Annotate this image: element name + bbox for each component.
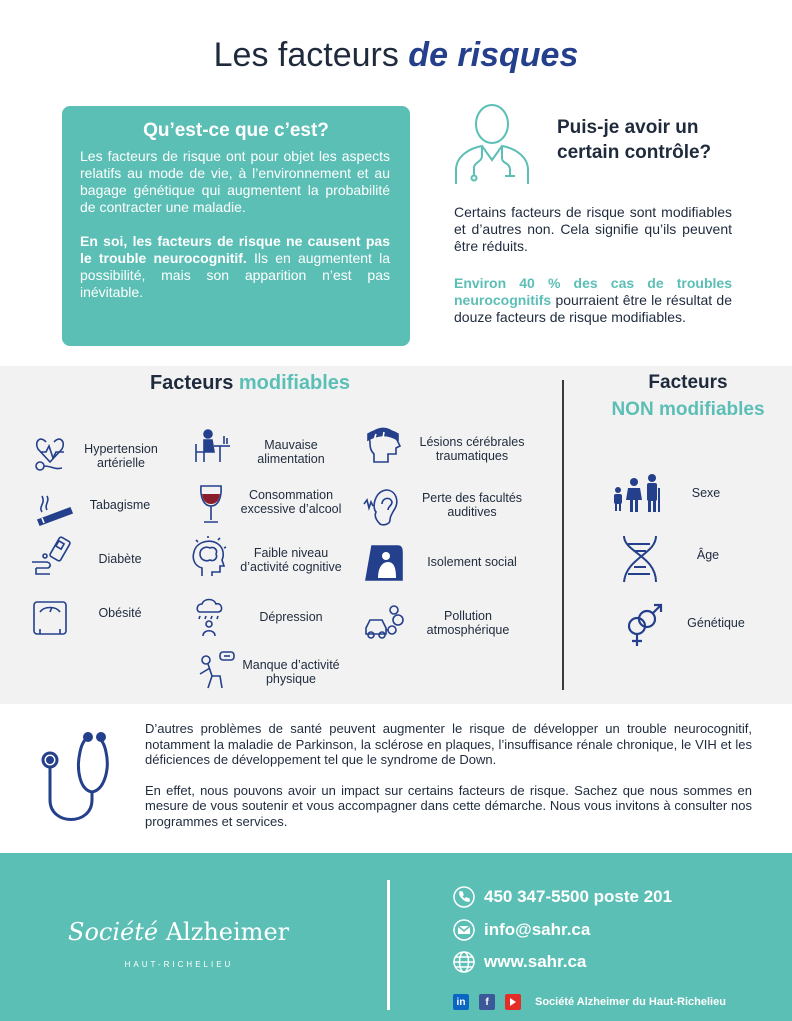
- factor-label: Tabagisme: [89, 498, 151, 512]
- non-modifiable-title: [590, 369, 786, 423]
- factor-label: Perte des facultés auditives: [421, 491, 523, 519]
- dna-icon: [618, 534, 662, 584]
- control-paragraph-1: Certains facteurs de risque sont modifiables et d’autres non. Cela signifie qu’ils peuvent être réduits.: [454, 204, 732, 254]
- non-modifiable-title-line1: Facteurs: [648, 372, 728, 393]
- factor-label: Lésions cérébrales traumatiques: [419, 435, 525, 463]
- factor-label: Dépression: [259, 610, 323, 624]
- bandaged-head-icon: [362, 422, 404, 464]
- heart-pulse-icon: [32, 432, 74, 474]
- factor-label: Manque d’activité physique: [242, 658, 340, 686]
- tired-person-icon: [194, 650, 236, 692]
- what-paragraph-1: Les facteurs de risque ont pour objet les aspects relatifs au mode de vie, à l’environnement et au bagage génétique qui augmentent la probabilité de contracter une maladie.: [80, 148, 390, 215]
- family-icon: [610, 470, 662, 514]
- factor-label: Isolement social: [427, 555, 517, 569]
- title-accent: de risques: [408, 36, 579, 74]
- wine-glass-icon: [190, 484, 232, 526]
- phone-icon: [453, 886, 475, 908]
- email-address[interactable]: info@sahr.ca: [484, 920, 591, 939]
- brand-main: Alzheimer: [158, 918, 290, 946]
- non-modifiable-title-accent: NON modifiables: [611, 399, 765, 420]
- glucose-meter-icon: [30, 534, 72, 576]
- factor-label: Faible niveau d’activité cognitive: [240, 546, 342, 574]
- rain-cloud-icon: [192, 596, 234, 638]
- modifiable-title-accent: modifiables: [238, 372, 351, 394]
- brand-logo: [68, 918, 298, 946]
- car-exhaust-icon: [364, 602, 406, 644]
- other-paragraph-2: En effet, nous pouvons avoir un impact sur certains facteurs de risque. Sachez que nous sommes en mesure de vous soutenir et vous accompagner dans cette démarche. Nous vous invitons à consulter nos programmes et services.: [145, 782, 752, 829]
- what-paragraph-2-bold: En soi, les facteurs de risque ne causent pas le trouble neurocognitif.: [80, 233, 390, 266]
- factor-label: Diabète: [98, 552, 142, 566]
- facebook-icon[interactable]: f: [479, 994, 495, 1010]
- eating-person-icon: [192, 428, 234, 470]
- section-divider: [562, 380, 564, 690]
- gender-symbols-icon: [624, 602, 664, 648]
- what-heading: Qu’est-ce que c’est?: [143, 120, 329, 141]
- footer-divider: [387, 880, 390, 1010]
- factor-label: Mauvaise alimentation: [257, 438, 325, 466]
- control-heading: Puis-je avoir un certain contrôle?: [557, 117, 712, 163]
- factor-label: Âge: [696, 548, 720, 562]
- play-icon: [509, 998, 517, 1006]
- control-highlight: Environ 40 % des cas de troubles neurocognitifs: [454, 275, 732, 308]
- factor-label: Sexe: [691, 486, 721, 500]
- factor-label: Hypertension artérielle: [84, 442, 158, 470]
- phone-number[interactable]: 450 347-5500 poste 201: [484, 887, 673, 906]
- page-title: [0, 36, 792, 75]
- control-paragraph-2: [454, 275, 732, 326]
- phone-contact[interactable]: [453, 886, 672, 908]
- title-prefix: Les facteurs: [213, 36, 399, 74]
- linkedin-icon[interactable]: in: [453, 994, 469, 1010]
- doctor-icon: [452, 104, 532, 186]
- factor-label: Génétique: [687, 616, 745, 630]
- modifiable-title: [100, 372, 400, 395]
- what-is-it-box: [62, 106, 410, 346]
- website-contact[interactable]: [453, 951, 586, 973]
- what-paragraph-2: [80, 233, 390, 301]
- social-links: [453, 994, 726, 1010]
- youtube-icon[interactable]: [505, 994, 521, 1010]
- stethoscope-icon: [38, 730, 130, 826]
- brand-italic: Société: [68, 918, 159, 946]
- cigarette-icon: [32, 488, 74, 530]
- brand-subtitle: HAUT-RICHELIEU: [124, 960, 234, 969]
- factor-label: Obésité: [98, 606, 142, 620]
- other-paragraph-1: D’autres problèmes de santé peuvent augmenter le risque de développer un trouble neurocognitif, notamment la maladie de Parkinson, la sclérose en plaques, l’insuffisance rénale chronique, le VIH et les déficiences de développement tel que le syndrome de Down.: [145, 721, 752, 767]
- brain-head-icon: [188, 536, 230, 578]
- social-name: Société Alzheimer du Haut-Richelieu: [535, 996, 726, 1008]
- what-paragraph-2-rest: Ils en augmentent la possibilité, mais son apparition n’est pas inévitable.: [80, 250, 390, 300]
- scale-icon: [30, 598, 72, 640]
- control-paragraph-2-rest: pourraient être le résultat de douze facteurs de risque modifiables.: [454, 292, 732, 325]
- isolated-person-icon: [362, 540, 404, 582]
- factor-label: Consommation excessive d’alcool: [240, 488, 342, 516]
- globe-icon: [453, 951, 475, 973]
- email-icon: [453, 919, 475, 941]
- modifiable-title-prefix: Facteurs: [149, 372, 239, 394]
- website-url[interactable]: www.sahr.ca: [484, 952, 587, 971]
- factor-label: Pollution atmosphérique: [426, 609, 510, 637]
- email-contact[interactable]: [453, 919, 590, 941]
- ear-icon: [362, 484, 404, 526]
- other-conditions-text: [145, 721, 752, 829]
